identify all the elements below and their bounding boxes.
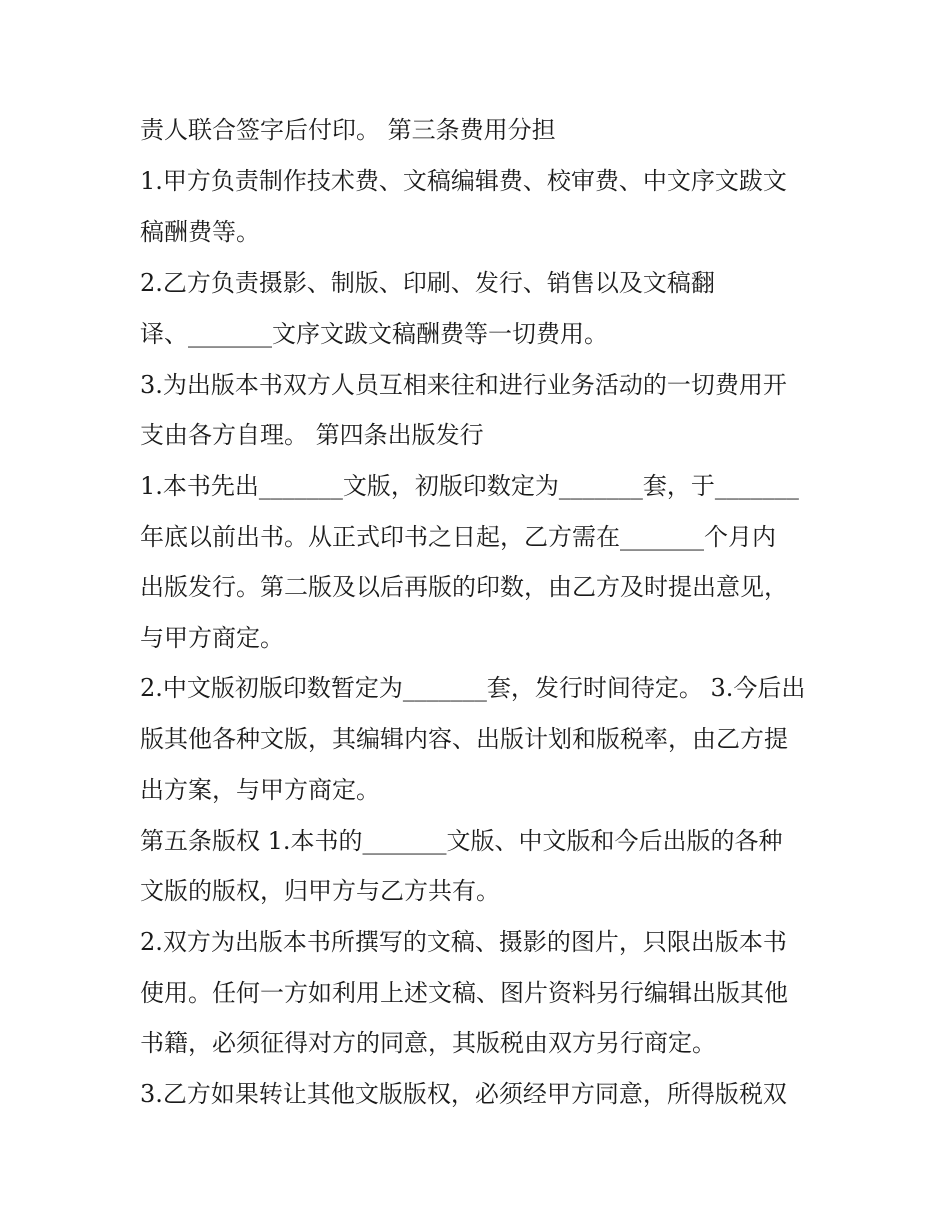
text-line: 译、_______文序文跋文稿酬费等一切费用。	[140, 320, 608, 348]
text-line: 年底以前出书。从正式印书之日起，乙方需在_______个月内	[140, 523, 776, 551]
text-line: 稿酬费等。	[140, 218, 260, 246]
text-line: 书籍，必须征得对方的同意，其版税由双方另行商定。	[140, 1029, 716, 1057]
text-line: 2.双方为出版本书所撰写的文稿、摄影的图片，只限出版本书	[140, 928, 787, 956]
text-line: 3.乙方如果转让其他文版版权，必须经甲方同意，所得版税双	[140, 1080, 787, 1108]
text-line: 文版的版权，归甲方与乙方共有。	[140, 877, 500, 905]
text-line: 1.本书先出_______文版，初版印数定为_______套，于_______	[140, 472, 799, 500]
text-line: 2.乙方负责摄影、制版、印刷、发行、销售以及文稿翻	[140, 269, 715, 297]
text-line: 责人联合签字后付印。 第三条费用分担	[140, 116, 556, 144]
text-line: 出版发行。第二版及以后再版的印数，由乙方及时提出意见，	[140, 573, 788, 601]
text-line: 第五条版权 1.本书的_______文版、中文版和今后出版的各种	[140, 827, 783, 855]
text-line: 3.为出版本书双方人员互相来往和进行业务活动的一切费用开	[140, 371, 787, 399]
text-line: 2.中文版初版印数暂定为_______套，发行时间待定。 3.今后出	[140, 674, 806, 702]
text-line: 使用。任何一方如利用上述文稿、图片资料另行编辑出版其他	[140, 979, 788, 1007]
text-line: 与甲方商定。	[140, 624, 284, 652]
text-line: 版其他各种文版，其编辑内容、出版计划和版税率，由乙方提	[140, 725, 788, 753]
text-line: 1.甲方负责制作技术费、文稿编辑费、校审费、中文序文跋文	[140, 167, 787, 195]
text-line: 支由各方自理。 第四条出版发行	[140, 421, 484, 449]
text-line: 出方案，与甲方商定。	[140, 776, 380, 804]
